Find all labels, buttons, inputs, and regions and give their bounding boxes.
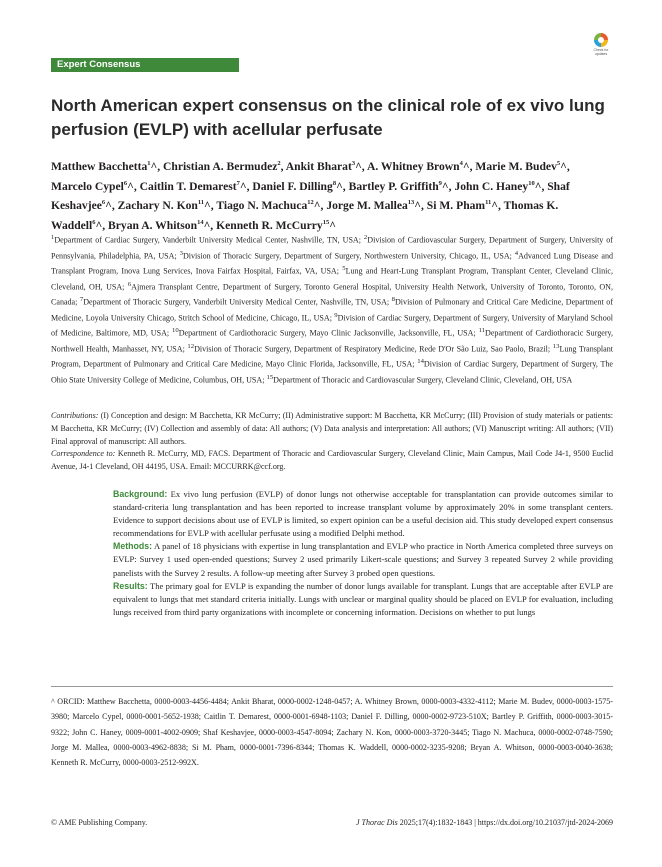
- abstract-background: [113, 488, 613, 540]
- journal-citation: [356, 818, 613, 827]
- orcid-footnote: ^ ORCID: Matthew Bacchetta, 0000-0003-4456-4484; Ankit Bharat, 0000-0002-1248-0457; A. Whitney Brown, 0000-0003-4332-4112; Marie M. Budev, 0000-0003-1575-3980; Marcelo Cypel, 0000-0001-5652-1938; Caitlin T. Demarest, 0000-0001-6948-1103; Daniel F. Dilling, 0000-0002-9723-510X; Bartley P. Griffith, 0000-0003-3015-9322; John C. Haney, 0009-0001-4002-0909; Shaf Keshavjee, 0000-0003-4547-8094; Zachary N. Kon, 0000-0003-3720-3445; Tiago N. Machuca, 0000-0002-0748-7590; Jorge M. Mallea, 0000-0003-4962-8838; Si M. Pham, 0000-0001-7396-8344; Thomas K. Waddell, 0000-0002-3235-9208; Bryan A. Whitson, 0000-0003-0040-3638; Kenneth R. McCurry, 0000-0003-2512-992X.: [51, 697, 613, 768]
- author-list: Matthew Bacchetta$^1$^, Christian A. Bermudez$^2$, Ankit Bharat$^3$^, A. Whitney Brown$^4$^, Marie M. Budev$^5$^, Marcelo Cypel$^6$^, Caitlin T. Demarest$^7$^, Daniel F. Dilling$^8$^, Bartley P. Griffith$^9$^, John C. Haney$^{10}$^, Shaf Keshavjee$^6$^, Zachary N. Kon$^{11}$^, Tiago N. Machuca$^{12}$^, Jorge M. Mallea$^{13}$^, Si M. Pham$^{11}$^, Thomas K. Waddell$^6$^, Bryan A. Whitson$^{14}$^, Kenneth R. McCurry$^{15}$^: [51, 159, 570, 232]
- contributions-text: (I) Conception and design: M Bacchetta, KR McCurry; (II) Administrative support: M Bacchetta, KR McCurry; (III) Provision of study materials or patients: M Bacchetta, KR McCurry; (IV) Collection and assembly of data: All authors; (V) Data analysis and interpretation: All authors; (VI) Manuscript writing: All authors; (VII) Final approval of manuscript: All authors.: [51, 411, 613, 446]
- contributions-label: Contributions:: [51, 411, 99, 420]
- methods-text: A panel of 18 physicians with expertise in lung transplantation and EVLP who practice in North America completed three surveys on EVLP: Survey 1 used open-ended questions; Survey 2 used primarily Likert-scale questions; and Survey 3 repeated Survey 2 while providing panelists with the Survey 2 results. A follow-up meeting after Survey 3 probed open questions.: [113, 541, 613, 578]
- background-heading: Background:: [113, 489, 168, 499]
- doi-link[interactable]: 2025;17(4):1832-1843 | https://dx.doi.org/10.21037/jtd-2024-2069: [397, 818, 613, 827]
- correspondence-label: Correspondence to:: [51, 449, 116, 458]
- results-heading: Results:: [113, 580, 148, 591]
- abstract-results: [113, 580, 613, 619]
- journal-name: J Thorac Dis: [355, 818, 398, 827]
- crossmark-icon: [594, 33, 608, 47]
- results-text: The primary goal for EVLP is expanding the number of donor lungs available for transplant. Lungs that are acceptable after EVLP are equivalent to lungs that met standard criteria initially. Lungs with unclear or marginal quality should be placed on EVLP for evaluation, including lungs received from third party organizations with incomplete or concerning information. Decisions on whether to put lungs: [113, 580, 613, 617]
- article-title: North American expert consensus on the clinical role of ex vivo lung perfusion (EVLP) with acellular perfusate: [51, 96, 605, 139]
- publisher-copyright: © AME Publishing Company.: [51, 818, 148, 827]
- check-for-updates-button[interactable]: [590, 33, 612, 61]
- abstract-methods: [113, 540, 613, 579]
- affiliations: $^1$Department of Cardiac Surgery, Vanderbilt University Medical Center, Nashville, TN, USA; $^2$Division of Cardiovascular Surgery, Department of Surgery, University of Pennsylvania, Philadelphia, PA, USA; $^3$Division of Thoracic Surgery, Department of Surgery, Northwestern University, Chicago, IL, USA; $^4$Advanced Lung Disease and Transplant Program, Inova Lung Services, Inova Fairfax Hospital, Fairfax, VA, USA; $^5$Lung and Heart-Lung Transplant Program, Transplant Center, Cleveland Clinic, Cleveland, OH, USA; $^6$Ajmera Transplant Centre, Department of Surgery, Toronto General Hospital, University Health Network, University of Toronto, Toronto, ON, Canada; $^7$Department of Thoracic Surgery, Vanderbilt University Medical Center, Nashville, TN, USA; $^8$Division of Pulmonary and Critical Care Medicine, Department of Medicine, Loyola University Chicago, Stritch School of Medicine, Chicago, IL, USA; $^9$Division of Cardiac Surgery, Department of Surgery, University of Maryland School of Medicine, Baltimore, MD, USA; $^{10}$Department of Cardiothoracic Surgery, Mayo Clinic Jacksonville, Jacksonville, FL, USA; $^{11}$Department of Cardiothoracic Surgery, Northwell Health, Manhasset, NY, USA; $^{12}$Division of Thoracic Surgery, Department of Respiratory Medicine, Rede D'Or São Luiz, Sao Paolo, Brazil; $^{13}$Lung Transplant Program, Department of Pulmonary and Critical Care Medicine, Mayo Clinic Florida, Jacksonville, FL, USA; $^{14}$Division of Cardiac Surgery, Department of Surgery, The Ohio State University College of Medicine, Columbus, OH, USA; $^{15}$Department of Thoracic and Cardiovascular Surgery, Cleveland Clinic, Cleveland, OH, USA: [51, 234, 614, 385]
- footnote-divider: [51, 686, 613, 687]
- abstract: [113, 488, 613, 619]
- methods-heading: Methods:: [113, 541, 153, 552]
- crossmark-label: Check for updates: [593, 48, 609, 56]
- contributions: [51, 410, 613, 449]
- correspondence-text: Kenneth R. McCurry, MD, FACS. Department of Thoracic and Cardiovascular Surgery, Cleveland Clinic, Main Campus, Mail Code J4-1, 9500 Euclid Avenue, J4-1 Cleveland, OH 44195, USA. Email: MCCURRK@ccf.org.: [51, 449, 614, 471]
- article-type-badge: Expert Consensus: [51, 58, 239, 72]
- background-text: Ex vivo lung perfusion (EVLP) of donor lungs not otherwise acceptable for transplantation can provide outcomes similar to standard-criteria lung transplantation and has been reported to increase transplant volume by approximately 20% in some transplant centers. Evidence to support decisions about use of EVLP is limited, so expert opinion can be a useful decision aid. This study developed expert consensus recommendations for EVLP with acellular perfusate using a modified Delphi method.: [113, 489, 613, 539]
- correspondence: [51, 448, 613, 474]
